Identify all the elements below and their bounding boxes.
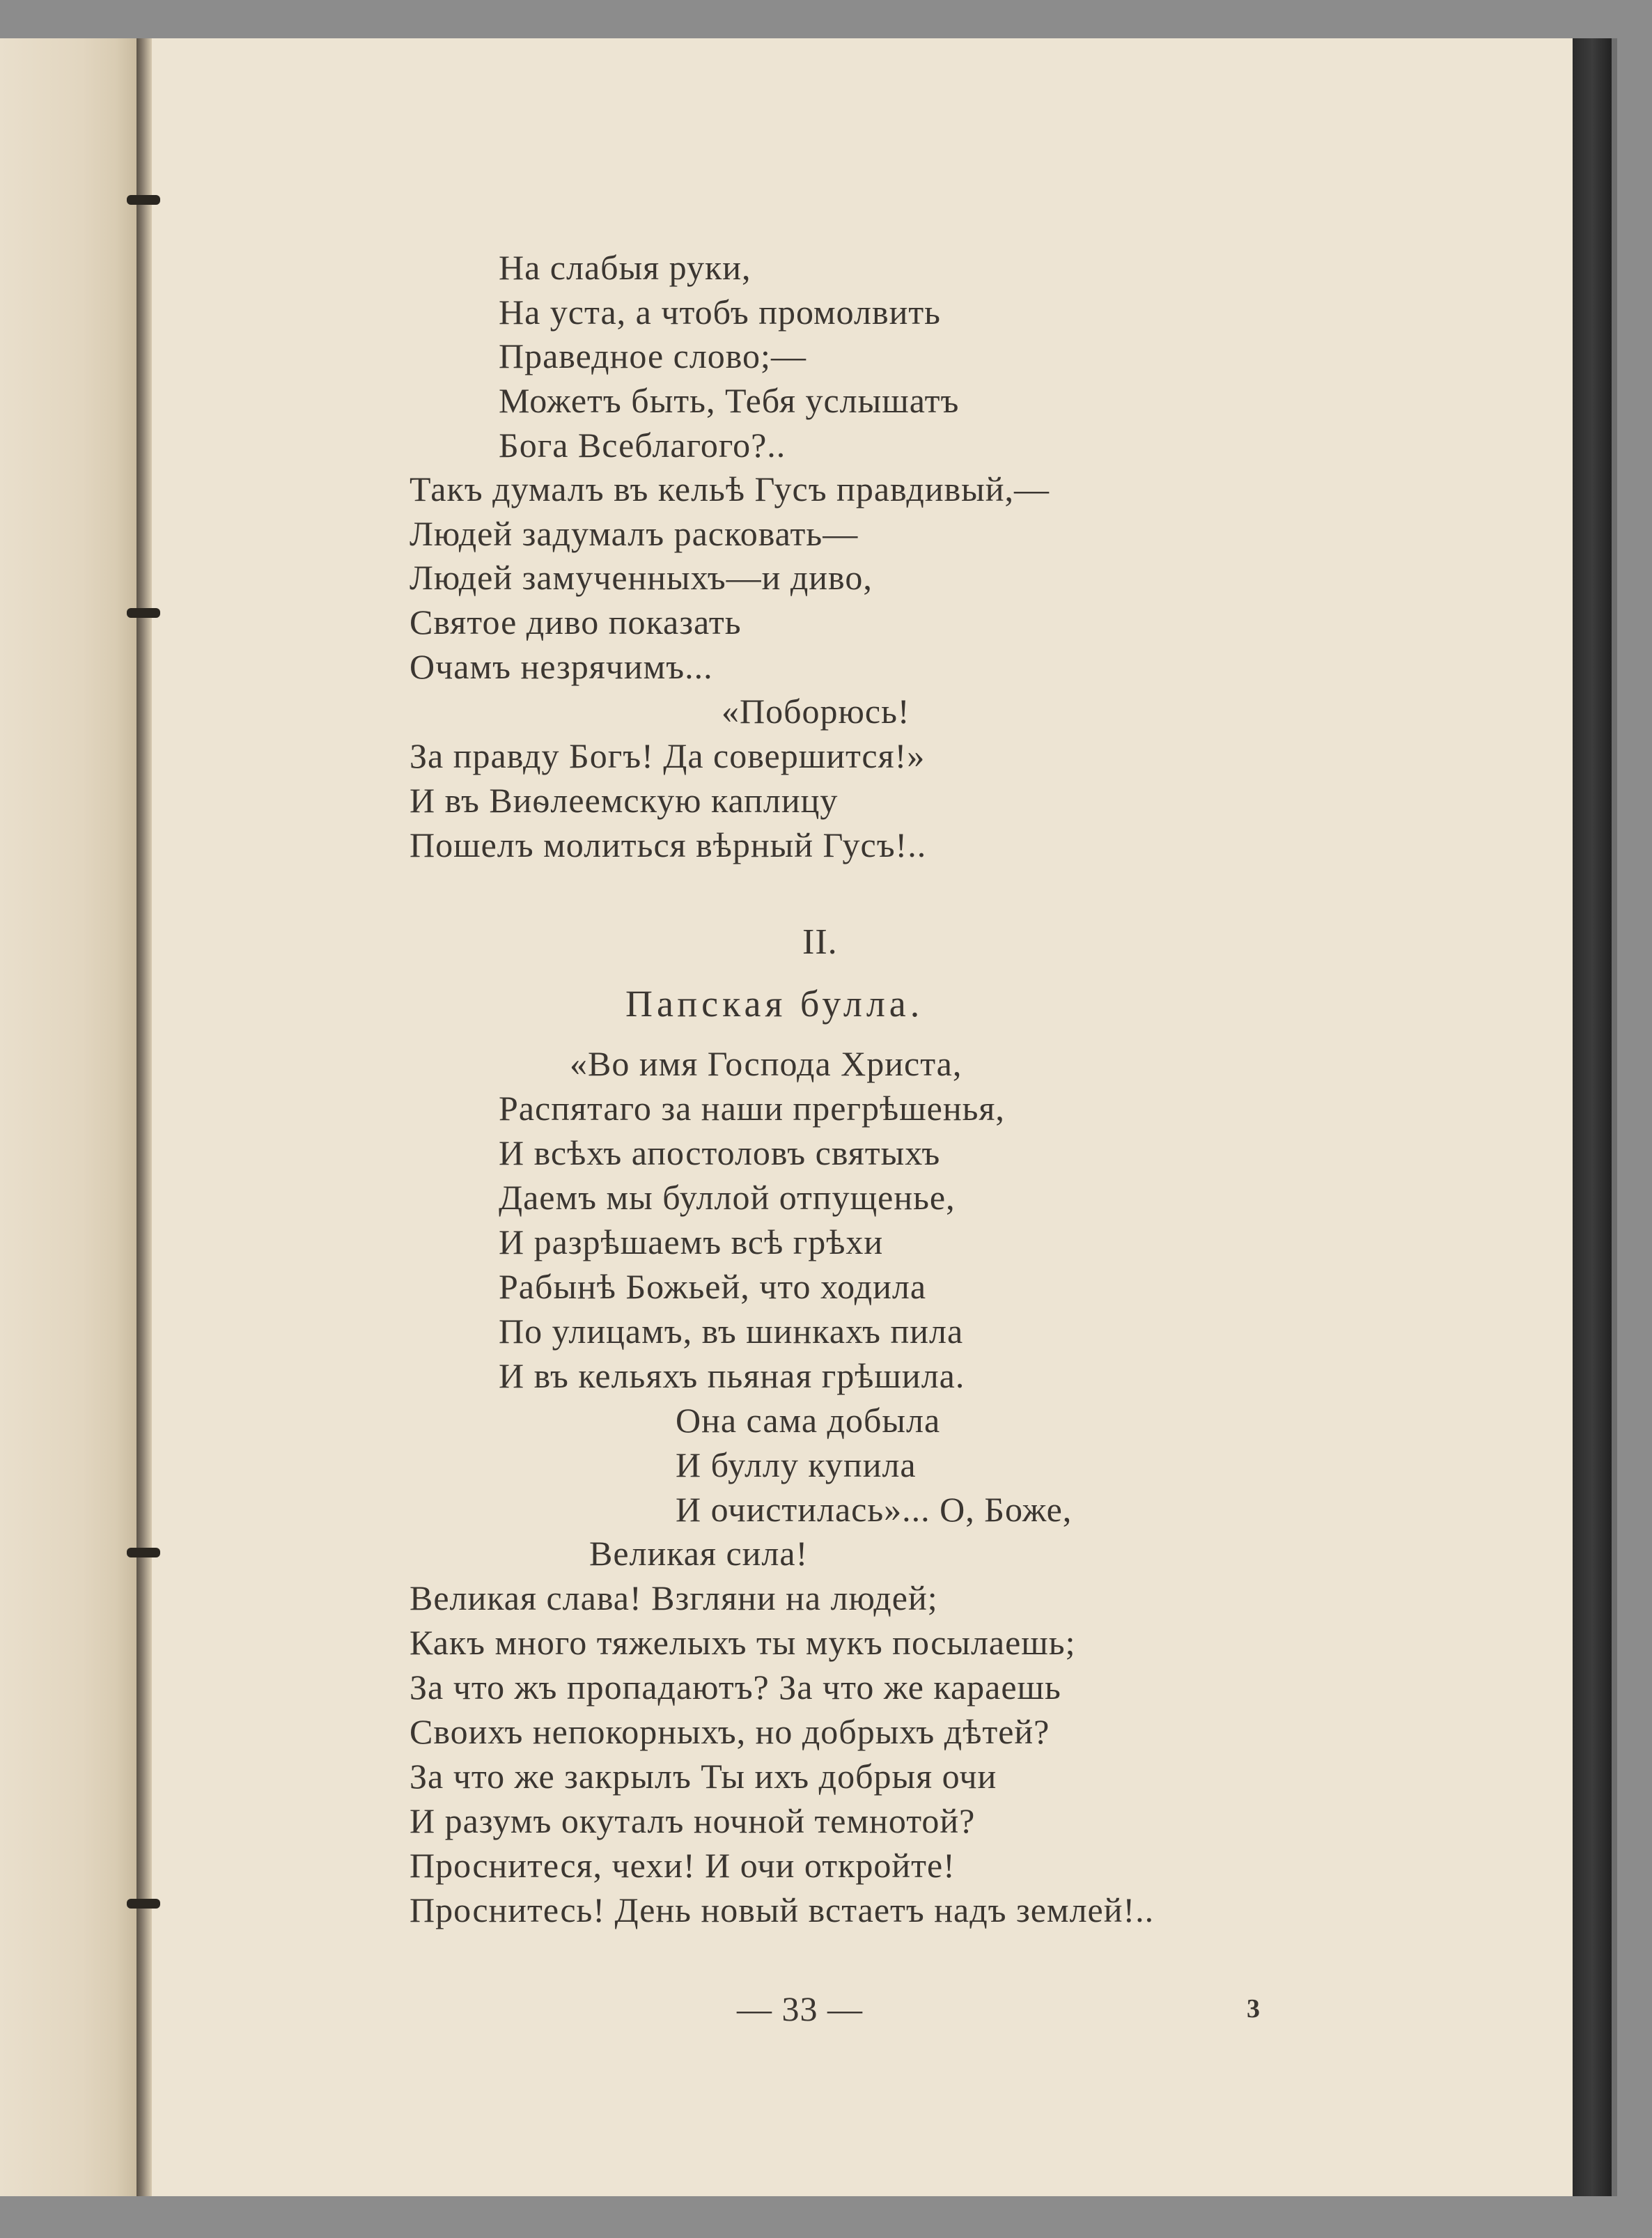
section-title: Папская булла. [625, 983, 924, 1025]
verse-line: На слабыя руки, [499, 248, 751, 287]
book-spine [137, 38, 152, 2196]
verse-line: Людей замученныхъ—и диво, [410, 558, 873, 597]
verse-line: Проснитеся, чехи! И очи откройте! [410, 1846, 956, 1885]
verse-line: Святое диво показать [410, 603, 742, 642]
verse-line: На уста, а чтобъ промолвить [499, 293, 941, 332]
section-numeral: II. [802, 922, 838, 962]
verse-line: Можетъ быть, Тебя услышатъ [499, 381, 960, 420]
verse-line: Проснитесь! День новый встаетъ надъ землей!.. [410, 1890, 1155, 1929]
verse-line: Бога Всеблагого?.. [499, 426, 786, 465]
verse-line: По улицамъ, въ шинкахъ пила [499, 1312, 964, 1351]
book-cover-edge [1573, 38, 1612, 2196]
verse-line: Пошелъ молиться вѣрный Гусъ!.. [410, 825, 927, 864]
verse-line: «Поборюсь! [722, 692, 910, 731]
verse-line: И очистилась»... О, Боже, [676, 1490, 1073, 1529]
verse-line: Великая сила! [589, 1534, 809, 1573]
verse-line: «Во имя Господа Христа, [570, 1044, 963, 1083]
verse-line: Такъ думалъ въ кельѣ Гусъ правдивый,— [410, 469, 1050, 508]
verse-line: Какъ много тяжелыхъ ты мукъ посылаешь; [410, 1623, 1076, 1662]
verse-line: Людей задумалъ расковать— [410, 514, 859, 553]
verse-line: За что же закрылъ Ты ихъ добрыя очи [410, 1757, 997, 1796]
page-gutter [0, 38, 137, 2196]
verse-line: Праведное слово;— [499, 336, 806, 375]
verse-line: За что жъ пропадаютъ? За что же караешь [410, 1668, 1061, 1707]
page-number: — 33 — [737, 1989, 863, 2028]
binding-thread [127, 1548, 160, 1557]
scan-border [1612, 38, 1617, 2196]
verse-line: Великая слава! Взгляни на людей; [410, 1578, 938, 1617]
binding-thread [127, 195, 160, 205]
verse-line: Распятаго за наши прегрѣшенья, [499, 1089, 1005, 1128]
binding-thread [127, 608, 160, 618]
verse-line: Рабынѣ Божьей, что ходила [499, 1267, 927, 1306]
verse-line: И въ Виѳлеемскую каплицу [410, 781, 839, 820]
verse-line: И буллу купила [676, 1445, 917, 1484]
verse-line: Даемъ мы буллой отпущенье, [499, 1178, 956, 1217]
verse-line: Очамъ незрячимъ... [410, 647, 713, 686]
verse-line: И въ кельяхъ пьяная грѣшила. [499, 1356, 965, 1395]
verse-line: За правду Богъ! Да совершится!» [410, 736, 926, 775]
verse-line: Она сама добыла [676, 1401, 941, 1440]
verse-line: И разрѣшаемъ всѣ грѣхи [499, 1222, 884, 1261]
verse-line: И разумъ окуталъ ночной темнотой? [410, 1801, 976, 1840]
verse-line: И всѣхъ апостоловъ святыхъ [499, 1133, 941, 1172]
signature-mark: 3 [1247, 1994, 1261, 2023]
binding-thread [127, 1899, 160, 1909]
verse-line: Своихъ непокорныхъ, но добрыхъ дѣтей? [410, 1712, 1050, 1751]
